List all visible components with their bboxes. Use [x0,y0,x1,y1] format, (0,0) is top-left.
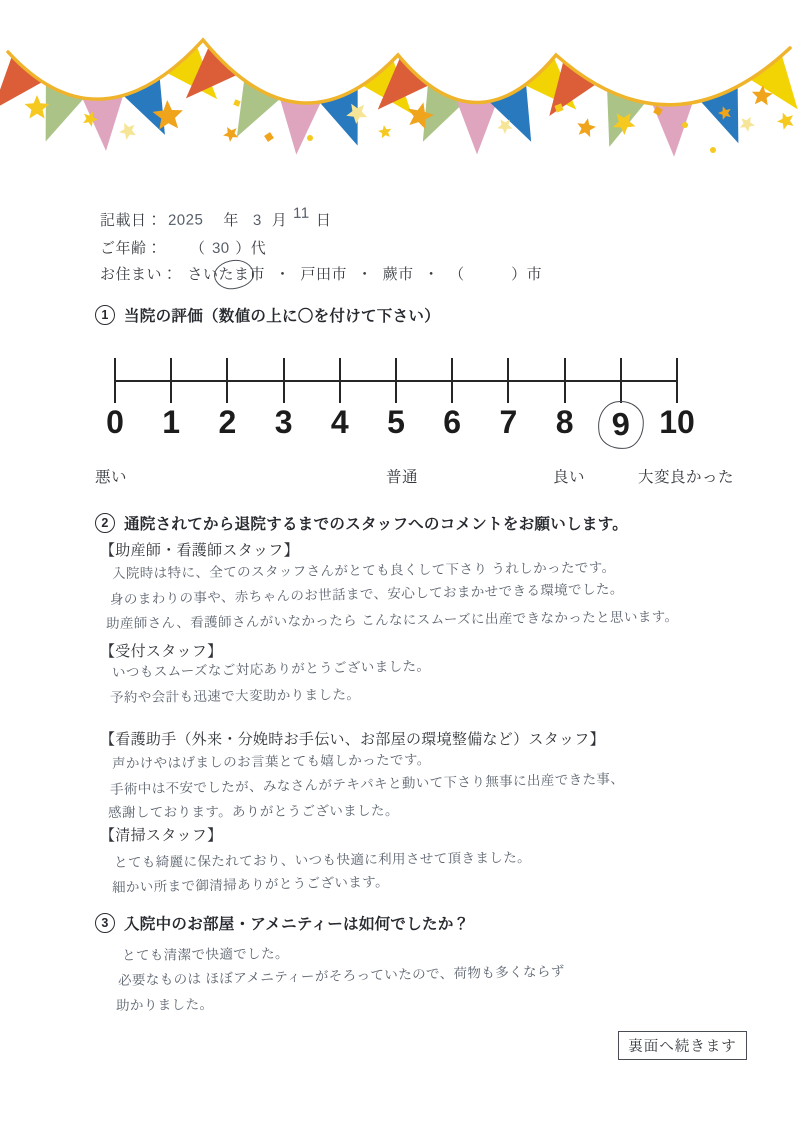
handwritten-comment: 助かりました。 [115,996,214,1013]
anchor-bad: 悪い [95,469,128,486]
continue-note: 裏面へ続きます [628,1039,737,1055]
scale-number-1: 1 [162,404,181,440]
anchor-good: 良い [553,469,586,486]
q1-number-icon: 1 [95,305,115,325]
residence-option-warabi: 蕨市 [382,266,414,283]
separator-dot: ・ [275,266,291,283]
q3-number-icon: 3 [95,913,115,933]
q1-heading-text: 当院の評価（数値の上に〇を付けて下さい） [124,308,441,325]
scale-tick [620,358,622,403]
handwritten-comment: いつもスムーズなご対応ありがとうございました。 [111,658,431,680]
age-value-handwritten: 30 [211,239,230,257]
month-unit: 月 [271,212,288,229]
residence-option-toda: 戸田市 [300,266,348,283]
section-title-nursing-assistant: 【看護助手（外来・分娩時お手伝い、お部屋の環境整備など）スタッフ】 [100,731,605,748]
scale-number-9 [609,405,633,445]
handwritten-comment: 必要なものは ほぼアメニティーがそろっていたので、荷物も多くならず [117,963,565,988]
scale-tick [114,358,116,403]
residence-label: お住まい： [100,266,178,283]
handwritten-comment: とても清潔で快適でした。 [121,945,289,963]
anchor-verygood: 大変良かった [638,469,735,486]
q3-heading-text: 入院中のお部屋・アメニティーは如何でしたか？ [124,916,470,933]
q3-heading [95,912,469,934]
scale-number-7: 7 [499,404,518,440]
q2-number-icon: 2 [95,513,115,533]
section-title-midwife-nurse: 【助産師・看護師スタッフ】 [100,542,299,559]
separator-dot: ・ [423,266,440,283]
residence-option-other: （ ）市 [449,266,543,283]
selected-city-circle [212,258,255,292]
age-paren-open: （ [190,240,206,257]
scale-tick [226,358,228,403]
handwritten-comment: 細かい所まで御清掃ありがとうございます。 [111,874,390,895]
bunting-banner [0,0,799,175]
scale-tick [451,358,453,403]
date-year-handwritten: 2025 [167,211,204,229]
handwritten-comment: 感謝しております。ありがとうございました。 [107,802,399,820]
scale-number-0: 0 [106,404,124,440]
q2-heading-text: 通院されてから退院するまでのスタッフへのコメントをお願いします。 [124,516,629,533]
scale-number-6: 6 [443,404,462,440]
scale-tick [170,358,172,403]
selected-rating-circle: 9 [596,399,646,451]
age-label: ご年齢： [100,240,163,257]
date-day-handwritten: 11 [293,204,311,222]
date-row [100,204,332,230]
residence-option-saitama: さいたま市 [188,263,266,284]
rating-scale [106,358,695,458]
scale-number-3: 3 [274,404,293,440]
handwritten-comment: とても綺麗に保たれており、いつも快適に利用させて頂きました。 [113,849,532,870]
q2-heading [95,512,628,534]
year-unit: 年 [223,212,239,229]
scale-number-8: 8 [555,404,574,440]
date-label: 記載日： [100,212,163,229]
scale-tick [507,358,509,403]
date-month-handwritten: 3 [252,211,262,229]
age-paren-close: ）代 [235,240,267,257]
scale-number-10: 10 [659,404,695,440]
anchor-normal: 普通 [386,469,419,486]
q1-heading [95,304,440,326]
scale-number-5: 5 [387,404,405,440]
handwritten-comment: 身のまわりの事や、赤ちゃんのお世話まで、安心しておまかせできる環境でした。 [109,581,624,607]
scale-tick [395,358,397,403]
section-title-reception: 【受付スタッフ】 [100,643,223,660]
handwritten-comment: 手術中は不安でしたが、みなさんがテキパキと動いて下さり無事に出産できた事、 [109,771,625,797]
scale-tick [339,358,341,403]
handwritten-comment: 予約や会計も迅速で大変助かりました。 [109,686,361,705]
section-title-cleaning: 【清掃スタッフ】 [100,827,223,844]
scale-number-4: 4 [330,404,349,440]
residence-row [100,263,542,284]
age-row [100,237,266,258]
separator-dot: ・ [357,266,373,283]
scale-tick [564,358,566,403]
handwritten-comment: 声かけやはげましのお言葉とても嬉しかったです。 [111,752,431,771]
scale-tick [676,358,678,403]
handwritten-comment: 入院時は特に、全てのスタッフさんがとても良くして下さり うれしかったです。 [111,559,616,581]
scale-number-2: 2 [218,404,237,440]
day-unit: 日 [315,212,332,229]
continue-on-back-box [618,1031,747,1060]
handwritten-comment: 助産師さん、看護師さんがいなかったら こんなにスムーズに出産できなかったと思います。 [105,609,679,631]
scale-tick [283,358,285,403]
